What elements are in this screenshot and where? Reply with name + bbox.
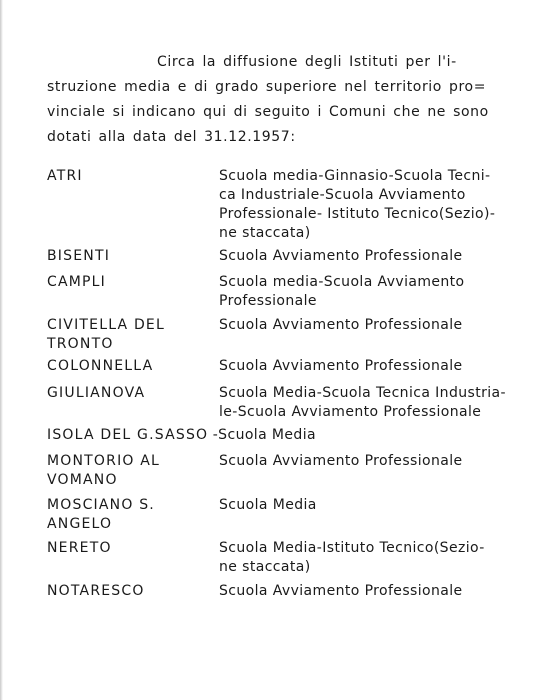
commune-line: TRONTO (47, 336, 114, 352)
commune-line: VOMANO (47, 472, 118, 488)
intro-line: Circa la diffusione degli Istituti per l'i- (157, 54, 457, 70)
commune-line: MONTORIO AL (47, 453, 161, 469)
commune-line: ANGELO (47, 516, 113, 532)
commune-name (47, 496, 217, 534)
school-list (219, 273, 541, 311)
school-line: ca Industriale-Scuola Avviamento (219, 187, 466, 203)
commune-line: CIVITELLA DEL (47, 317, 165, 333)
commune-name: CAMPLI (47, 274, 107, 290)
scan-edge (0, 0, 3, 700)
school-line: Scuola Avviamento Professionale (219, 583, 463, 599)
school-list (219, 167, 541, 243)
school-list (219, 539, 541, 577)
commune-name: NOTARESCO (47, 583, 145, 599)
commune-name: BISENTI (47, 248, 111, 264)
entry-isola-del-gran-sasso (47, 426, 542, 445)
commune-name: NERETO (47, 540, 112, 556)
school-line: le-Scuola Avviamento Professionale (219, 404, 482, 420)
school-line: Scuola Avviamento Professionale (219, 358, 463, 374)
school-list (219, 452, 541, 471)
school-line: Professionale (219, 293, 317, 309)
intro-line: vinciale si indicano qui di seguito i Comuni che ne sono (47, 104, 489, 120)
commune-name: ISOLA DEL G.SASSO (47, 427, 209, 443)
intro-paragraph (47, 50, 542, 150)
school-list (219, 247, 541, 266)
commune-name (47, 452, 217, 490)
school-list (219, 582, 541, 601)
intro-line: dotati alla data del 31.12.1957: (47, 129, 296, 145)
school-line: Scuola Media-Istituto Tecnico(Sezio- (219, 540, 485, 556)
school-list (219, 316, 541, 335)
commune-name (47, 316, 217, 354)
school-list (219, 496, 541, 515)
school-line: Scuola Media-Scuola Tecnica Industria- (219, 385, 506, 401)
school-line: -Scuola Media (212, 427, 316, 443)
school-line: Professionale- Istituto Tecnico(Sezio)- (219, 206, 496, 222)
school-line: Scuola Media (219, 497, 317, 513)
school-line: Scuola Avviamento Professionale (219, 453, 463, 469)
school-line: Scuola media-Scuola Avviamento (219, 274, 465, 290)
commune-name: GIULIANOVA (47, 385, 146, 401)
commune-line: MOSCIANO S. (47, 497, 155, 513)
commune-name: ATRI (47, 168, 83, 184)
school-line: ne staccata) (219, 559, 311, 575)
school-line: ne staccata) (219, 225, 311, 241)
school-line: Scuola media-Ginnasio-Scuola Tecni- (219, 168, 491, 184)
school-list (219, 357, 541, 376)
school-line: Scuola Avviamento Professionale (219, 317, 463, 333)
commune-name: COLONNELLA (47, 358, 154, 374)
school-line: Scuola Avviamento Professionale (219, 248, 463, 264)
intro-line: struzione media e di grado superiore nel territorio pro= (47, 79, 487, 95)
school-list (219, 384, 541, 422)
